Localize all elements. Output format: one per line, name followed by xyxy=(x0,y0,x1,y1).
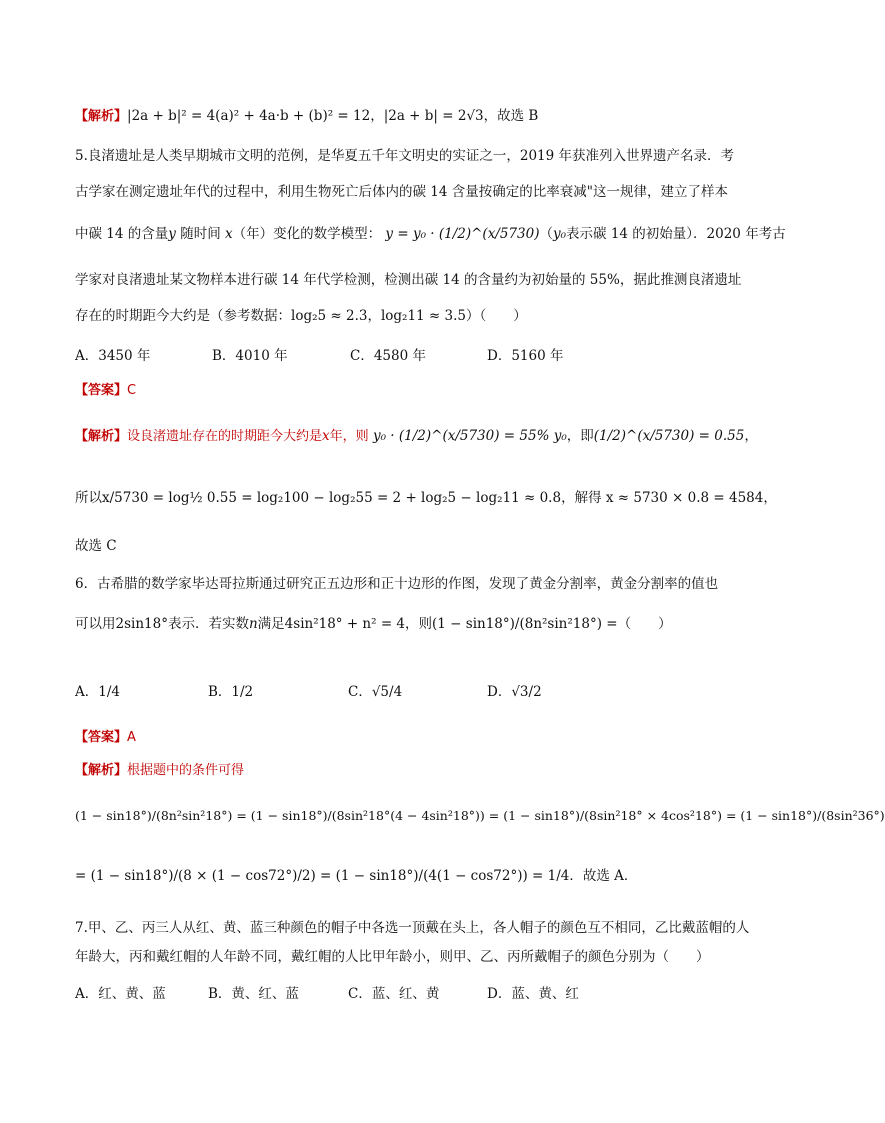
q7-line-1: 7.甲、乙、丙三人从红、黄、蓝三种颜色的帽子中各选一顶戴在头上，各人帽子的颜色互不相同，乙比戴蓝帽的人 xyxy=(75,920,750,936)
q5-line-4: 学家对良渚遗址某文物样本进行碳 14 年代学检测，检测出碳 14 的含量约为初始量的 55%，据此推测良渚遗址 xyxy=(75,272,742,288)
golden-ratio-expr: 2sin18° xyxy=(115,616,168,632)
q5-text: （年）变化的数学模型： xyxy=(232,226,382,242)
q5-option-d: D．5160 年 xyxy=(487,348,564,364)
q6-analysis xyxy=(75,760,244,781)
q5-answer xyxy=(75,380,136,401)
q6-line-1: 6．古希腊的数学家毕达哥拉斯通过研究正五边形和正十边形的作图，发现了黄金分割率，黄金分割率的值也 xyxy=(75,576,719,592)
q5-analysis-line-1 xyxy=(75,426,758,447)
reference-data: log₂5 ≈ 2.3，log₂11 ≈ 3.5 xyxy=(291,308,466,324)
answer-tag: 【答案】 xyxy=(75,383,128,398)
q5-text: 随时间 xyxy=(175,226,225,242)
analysis-tag: 【解析】 xyxy=(75,109,128,124)
q5-option-b: B．4010 年 xyxy=(212,348,288,364)
q5-analysis-line-2 xyxy=(75,488,777,508)
target-expr: (1 − sin18°)/(8n²sin²18°) = xyxy=(432,616,618,632)
q5-text: 中碳 14 的含量 xyxy=(75,226,169,242)
analysis-text: 年，则 xyxy=(329,429,369,444)
var-y0: y₀ xyxy=(552,226,567,242)
var-n: n xyxy=(248,616,258,632)
var-x: x xyxy=(322,428,330,444)
q6-step-1: (1 − sin18°)/(8n²sin²18°) = (1 − sin18°)/(8sin²18°(4 − 4sin²18°)) = (1 − sin18°)/(8sin²18° × 4cos²18°) = (1 − sin18°)/(8sin²36°) xyxy=(75,808,885,823)
q6-text: 可以用 xyxy=(75,616,116,632)
q6-text: 表示．若实数 xyxy=(167,616,249,632)
q7-option-d: D．蓝、黄、红 xyxy=(487,986,579,1002)
q7-option-c: C．蓝、红、黄 xyxy=(348,986,440,1002)
simplification: = (1 − sin18°)/(8 × (1 − cos72°)/2) = (1 − sin18°)/(4(1 − cos72°)) = 1/4 xyxy=(75,868,570,884)
q5-option-a: A．3450 年 xyxy=(75,348,151,364)
q6-option-d: D．√3/2 xyxy=(487,684,542,700)
q7-option-b: B．黄、红、蓝 xyxy=(208,986,299,1002)
q6-line-2 xyxy=(75,614,672,634)
q5-conclusion: 故选 C xyxy=(75,538,117,554)
analysis-equation: (1/2)^(x/5730) = 0.55 xyxy=(593,428,745,444)
q4-analysis-expr: |2a + b|² = 4(a)² + 4a·b + (b)² = 12，|2a + b| = 2√3，故选 B xyxy=(127,108,539,124)
q6-text: （ ） xyxy=(617,616,672,632)
var-y: y xyxy=(168,226,176,242)
q6-option-b: B．1/2 xyxy=(208,684,254,700)
analysis-text: ，解得 x ≈ 5730 × 0.8 = 4584， xyxy=(561,490,777,506)
condition-expr: 4sin²18° + n² = 4 xyxy=(284,616,406,632)
log-computation: x/5730 = log½ 0.55 = log₂100 − log₂55 = 2 + log₂5 − log₂11 ≈ 0.8 xyxy=(102,490,562,506)
q5-line-3 xyxy=(75,224,786,244)
q5-text: 存在的时期距今大约是（参考数据： xyxy=(75,308,291,324)
q6-option-a: A．1/4 xyxy=(75,684,120,700)
q6-text: ，则 xyxy=(405,616,433,632)
q4-analysis-line xyxy=(75,106,538,127)
analysis-equation: y₀ · (1/2)^(x/5730) = 55% y₀ xyxy=(372,428,567,444)
analysis-tag: 【解析】 xyxy=(75,429,128,444)
q6-step-2 xyxy=(75,866,637,886)
analysis-tag: 【解析】 xyxy=(75,763,128,778)
analysis-text: 所以 xyxy=(75,490,102,506)
q7-line-2: 年龄大，丙和戴红帽的人年龄不同，戴红帽的人比甲年龄小，则甲、乙、丙所戴帽子的颜色分别为（ ） xyxy=(75,949,710,965)
q5-option-c: C．4580 年 xyxy=(350,348,426,364)
conclusion-text: ．故选 A． xyxy=(569,868,638,884)
q7-option-a: A．红、黄、蓝 xyxy=(75,986,166,1002)
q5-line-1: 5.良渚遗址是人类早期城市文明的范例，是华夏五千年文明史的实证之一，2019 年获准列入世界遗产名录．考 xyxy=(75,148,735,164)
q5-line-2: 古学家在测定遗址年代的过程中，利用生物死亡后体内的碳 14 含量按确定的比率衰减"这一规律，建立了样本 xyxy=(75,184,728,200)
answer-tag: 【答案】 xyxy=(75,730,128,745)
q5-text: （ xyxy=(539,226,553,242)
answer-value: C xyxy=(127,383,137,398)
answer-value: A xyxy=(127,730,136,745)
q6-option-c: C．√5/4 xyxy=(348,684,403,700)
q5-text: ）（ ） xyxy=(466,308,527,324)
var-x: x xyxy=(225,226,233,242)
analysis-text: ，即 xyxy=(566,428,594,444)
analysis-text: ， xyxy=(744,428,758,444)
q5-text: 表示碳 14 的初始量）．2020 年考古 xyxy=(566,226,786,242)
q5-line-5 xyxy=(75,306,527,326)
decay-model: y = y₀ · (1/2)^(x/5730) xyxy=(385,226,540,242)
q6-answer xyxy=(75,727,136,748)
analysis-text: 根据题中的条件可得 xyxy=(127,763,245,778)
q6-text: 满足 xyxy=(257,616,285,632)
analysis-text: 设良渚遗址存在的时期距今大约是 xyxy=(127,429,323,444)
